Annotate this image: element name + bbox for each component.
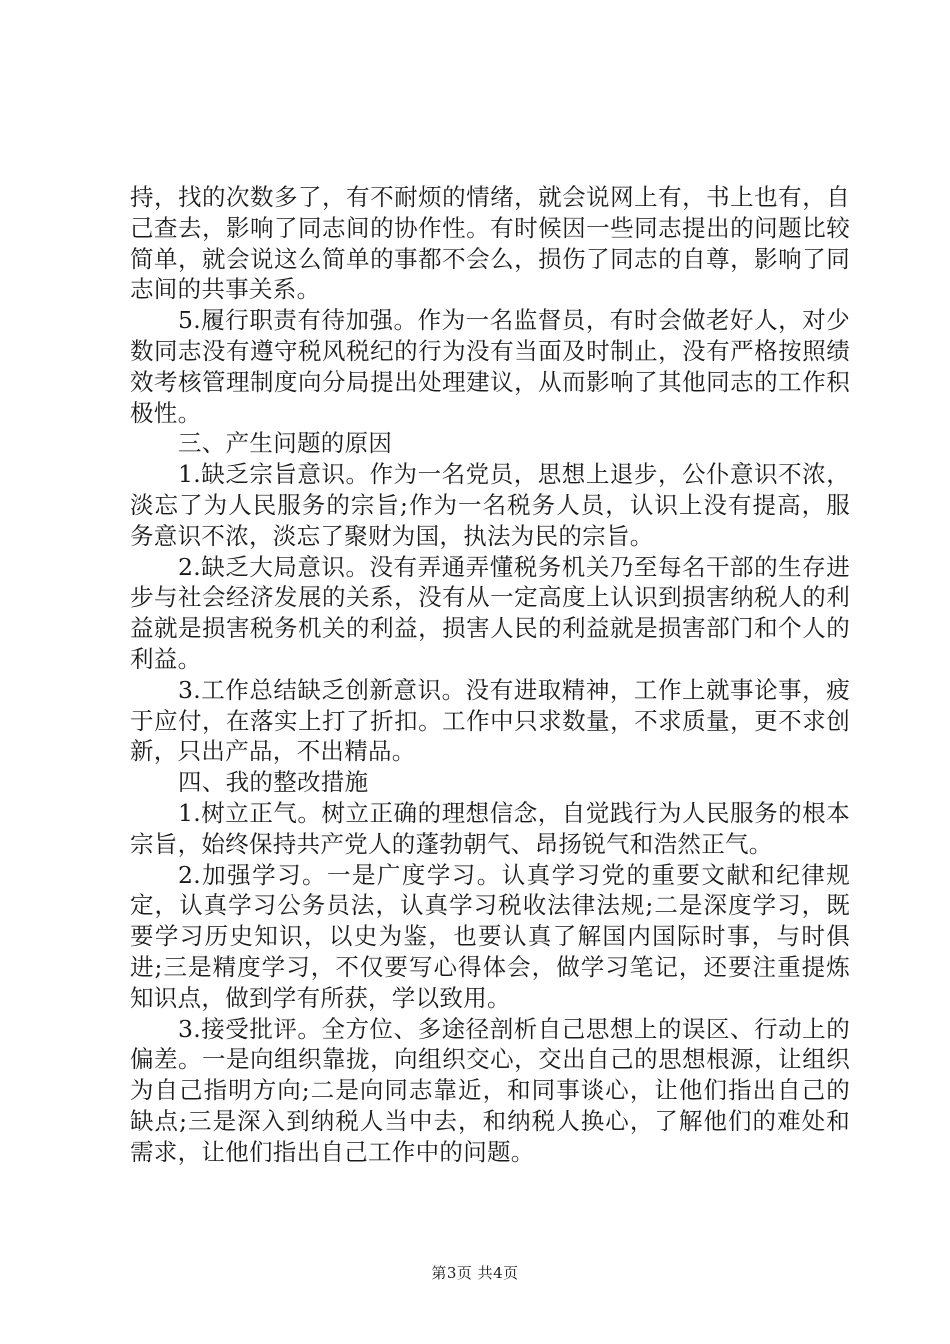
document-body [130, 182, 850, 1168]
section-heading-measures: 四、我的整改措施 [178, 768, 369, 797]
paragraph-continuation: 持，找的次数多了，有不耐烦的情绪，就会说网上有，书上也有，自己查去，影响了同志间的协作性。有时候因一些同志提出的问题比较简单，就会说这么简单的事都不会么，损伤了同志的自尊，影响了同志间的共事关系。 [130, 183, 850, 304]
paragraph-measure-2: 2.加强学习。一是广度学习。认真学习党的重要文献和纪律规定，认真学习公务员法，认真学习税收法律法规;二是深度学习，既要学习历史知识，以史为鉴，也要认真了解国内国际时事，与时俱进;三是精度学习，不仅要写心得体会，做学习笔记，还要注重提炼知识点，做到学有所获，学以致用。 [130, 860, 850, 1012]
paragraph-cause-1: 1.缺乏宗旨意识。作为一名党员，思想上退步，公仆意识不浓，淡忘了为人民服务的宗旨;作为一名税务人员，认识上没有提高，服务意识不浓，淡忘了聚财为国，执法为民的宗旨。 [130, 460, 850, 550]
paragraph-item-5: 5.履行职责有待加强。作为一名监督员，有时会做老好人，对少数同志没有遵守税风税纪的行为没有当面及时制止，没有严格按照绩效考核管理制度向分局提出处理建议，从而影响了其他同志的工作积极性。 [130, 306, 850, 427]
section-heading-causes: 三、产生问题的原因 [178, 429, 393, 458]
paragraph-cause-2: 2.缺乏大局意识。没有弄通弄懂税务机关乃至每名干部的生存进步与社会经济发展的关系，没有从一定高度上认识到损害纳税人的利益就是损害税务机关的利益，损害人民的利益就是损害部门和个人的利益。 [130, 552, 850, 673]
paragraph-measure-3: 3.接受批评。全方位、多途径剖析自己思想上的误区、行动上的偏差。一是向组织靠拢，向组织交心，交出自己的思想根源，让组织为自己指明方向;二是向同志靠近，和同事谈心，让他们指出自己的缺点;三是深入到纳税人当中去，和纳税人换心，了解他们的难处和需求，让他们指出自己工作中的问题。 [130, 1014, 850, 1166]
paragraph-measure-1: 1.树立正气。树立正确的理想信念，自觉践行为人民服务的根本宗旨，始终保持共产党人的蓬勃朝气、昂扬锐气和浩然正气。 [130, 798, 850, 858]
paragraph-cause-3: 3.工作总结缺乏创新意识。没有进取精神，工作上就事论事，疲于应付，在落实上打了折扣。工作中只求数量，不求质量，更不求创新，只出产品，不出精品。 [130, 675, 850, 766]
page-number-footer: 第3页 共4页 [431, 1264, 519, 1282]
